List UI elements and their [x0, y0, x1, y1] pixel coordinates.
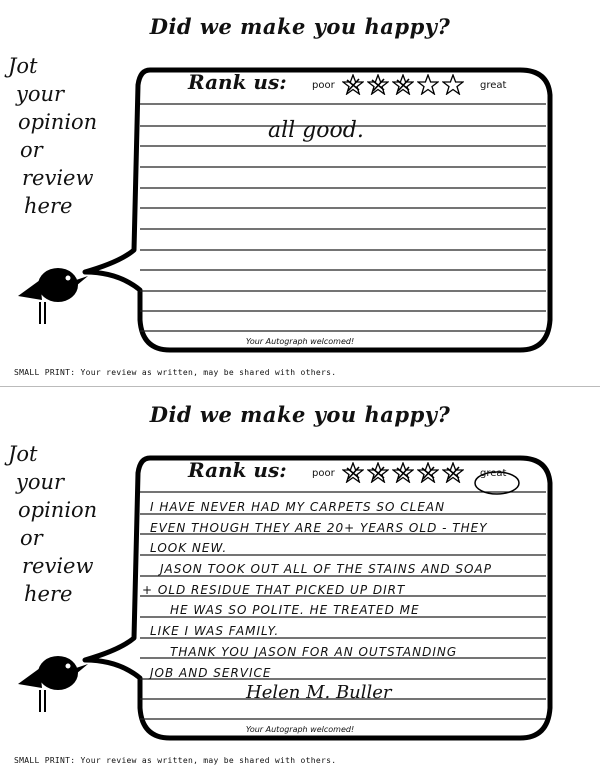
signature: Helen M. Buller	[246, 682, 392, 703]
bird-icon	[18, 268, 88, 324]
star-icon[interactable]	[392, 462, 414, 483]
side-word: Jot	[8, 442, 38, 466]
star-icon[interactable]	[367, 74, 389, 95]
star-icon[interactable]	[392, 74, 414, 95]
bird-icon	[18, 656, 88, 712]
review-line: EVEN THOUGH THEY ARE 20+ YEARS OLD - THEY	[150, 521, 488, 535]
great-label: great	[480, 468, 507, 479]
review-line: LIKE I WAS FAMILY.	[150, 624, 280, 638]
review-line: THANK YOU JASON FOR AN OUTSTANDING	[170, 645, 458, 659]
side-word: review	[22, 166, 94, 190]
poor-label: poor	[312, 80, 335, 91]
review-card-1	[0, 0, 600, 385]
poor-label: poor	[312, 468, 335, 479]
star-icon[interactable]	[442, 462, 464, 483]
review-line: + OLD RESIDUE THAT PICKED UP DIRT	[142, 583, 406, 597]
side-word: here	[24, 194, 73, 218]
star-rating[interactable]	[342, 462, 464, 483]
review-card-2	[0, 388, 600, 773]
small-print: SMALL PRINT: Your review as written, may be shared with others.	[14, 756, 337, 765]
great-label: great	[480, 80, 507, 91]
side-word: or	[20, 526, 43, 550]
rank-label: Rank us:	[188, 458, 287, 482]
side-prompt	[6, 440, 116, 608]
side-word: here	[24, 582, 73, 606]
star-rating[interactable]	[342, 74, 464, 95]
autograph-note: Your Autograph welcomed!	[245, 337, 355, 346]
side-word: review	[22, 554, 94, 578]
side-prompt	[6, 52, 116, 220]
side-word: your	[16, 470, 65, 494]
card-title: Did we make you happy?	[149, 14, 451, 39]
side-word: your	[16, 82, 65, 106]
side-word: or	[20, 138, 43, 162]
side-word: opinion	[18, 498, 98, 522]
review-line: I HAVE NEVER HAD MY CARPETS SO CLEAN	[150, 500, 446, 514]
star-icon[interactable]	[342, 462, 364, 483]
card-title: Did we make you happy?	[149, 402, 451, 427]
review-line: JOB AND SERVICE	[150, 666, 272, 680]
star-icon[interactable]	[342, 74, 364, 95]
side-word: opinion	[18, 110, 98, 134]
star-icon[interactable]	[367, 462, 389, 483]
review-line: JASON TOOK OUT ALL OF THE STAINS AND SOAP	[160, 562, 492, 576]
card-divider	[0, 386, 600, 387]
star-icon[interactable]	[417, 74, 439, 95]
review-line: HE WAS SO POLITE. HE TREATED ME	[170, 603, 420, 617]
star-icon[interactable]	[442, 74, 464, 95]
autograph-note: Your Autograph welcomed!	[245, 725, 355, 734]
small-print: SMALL PRINT: Your review as written, may be shared with others.	[14, 368, 337, 377]
star-icon[interactable]	[417, 462, 439, 483]
rank-label: Rank us:	[188, 70, 287, 94]
side-word: Jot	[8, 54, 38, 78]
review-line: all good.	[268, 118, 364, 143]
review-line: LOOK NEW.	[150, 541, 228, 555]
